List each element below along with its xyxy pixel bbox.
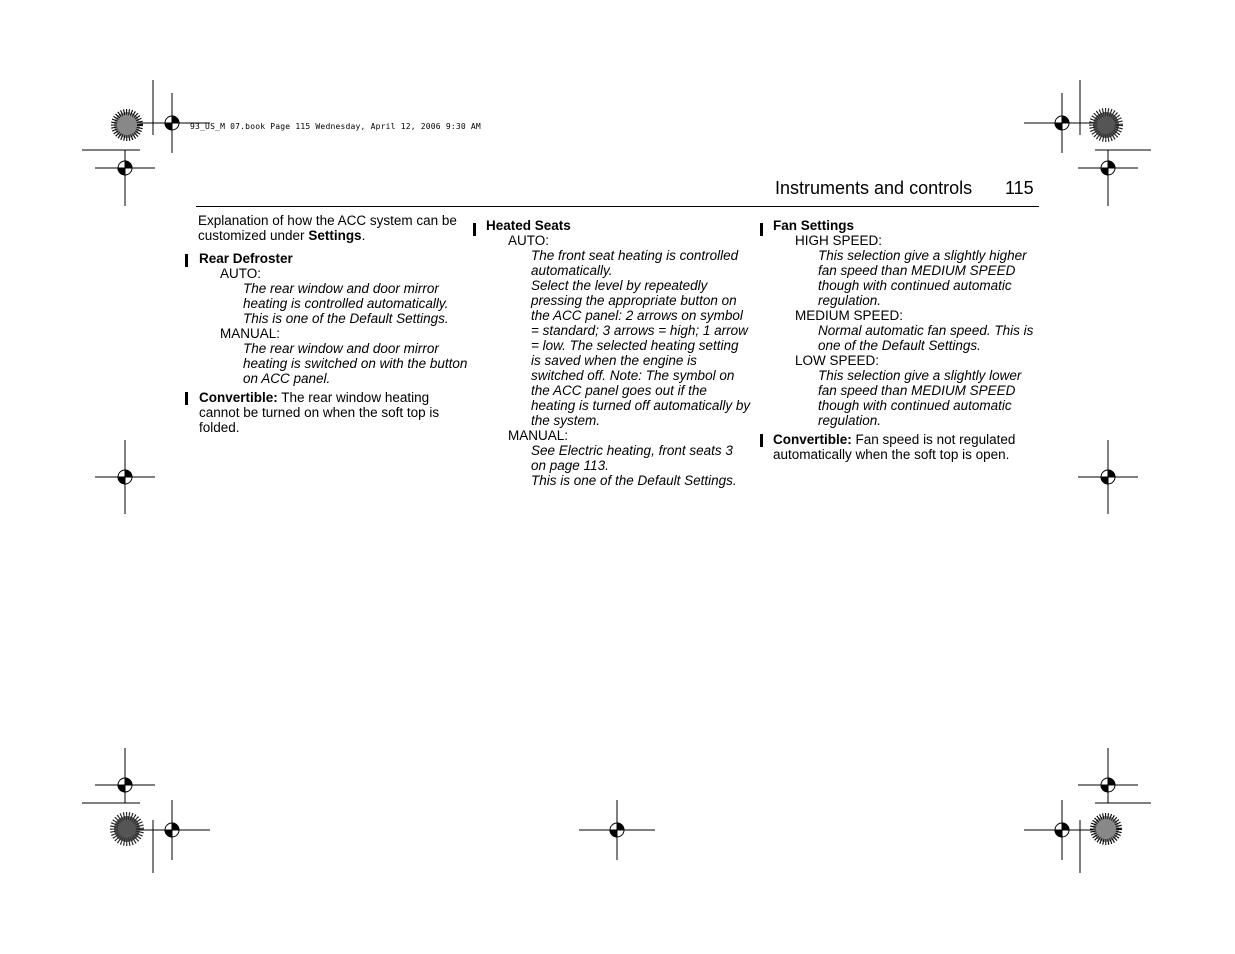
fan-medium-label: MEDIUM SPEED: bbox=[795, 308, 904, 323]
column-2 bbox=[486, 218, 751, 488]
fan-medium-desc: Normal automatic fan speed. This is one of the Default Settings. bbox=[818, 323, 1034, 353]
heated-seats-auto-desc: The front seat heating is controlled automatically. bbox=[531, 248, 739, 278]
page-number: 115 bbox=[1005, 178, 1034, 198]
heated-seats-section bbox=[486, 218, 751, 488]
fan-high-label: HIGH SPEED: bbox=[795, 233, 883, 248]
heated-seats-heading: Heated Seats bbox=[486, 218, 571, 233]
rear-defroster-heading: Rear Defroster bbox=[199, 251, 293, 266]
convertible-note: Convertible: The rear window heating cannot be turned on when the soft top is folded. bbox=[198, 390, 468, 435]
column-3 bbox=[773, 218, 1038, 462]
change-bar bbox=[185, 254, 188, 267]
change-bar bbox=[760, 223, 763, 236]
fan-low-desc: This selection give a slightly lower fan speed than MEDIUM SPEED though with continued automatic regulation. bbox=[818, 368, 1022, 428]
rear-defroster-auto-desc: The rear window and door mirror heating is controlled automatically. This is one of the Default Settings. bbox=[243, 281, 449, 326]
heated-seats-manual-desc: This is one of the Default Settings. bbox=[531, 473, 737, 488]
rear-defroster-manual-label: MANUAL: bbox=[220, 326, 281, 341]
rear-defroster-manual-desc: The rear window and door mirror heating is switched on with the button on ACC panel. bbox=[243, 341, 468, 386]
rear-defroster-section bbox=[198, 251, 468, 386]
fan-low-label: LOW SPEED: bbox=[795, 353, 880, 368]
heated-seats-auto-desc: Select the level by repeatedly pressing the appropriate button on the ACC panel: 2 arrows on symbol = standard; 3 arrows = high; 1 arrow = low. The selected heating setting is saved when the engine is switched off. Note: The symbol on the ACC panel goes out if the heating is turned off automatically by the system. bbox=[531, 278, 751, 428]
fan-high-desc: This selection give a slightly higher fan speed than MEDIUM SPEED though with continued automatic regulation. bbox=[818, 248, 1027, 308]
heated-seats-manual-label: MANUAL: bbox=[508, 428, 569, 443]
heated-seats-manual-desc: See Electric heating, front seats 3 on page 113. bbox=[531, 443, 733, 473]
heated-seats-auto-label: AUTO: bbox=[508, 233, 550, 248]
change-bar bbox=[760, 434, 763, 447]
change-bar bbox=[473, 223, 476, 236]
intro-paragraph: Explanation of how the ACC system can be customized under Settings. bbox=[198, 213, 457, 243]
change-bar bbox=[185, 392, 188, 405]
header-rule bbox=[196, 206, 1039, 207]
fan-settings-heading: Fan Settings bbox=[773, 218, 855, 233]
print-slug: 93_US_M 07.book Page 115 Wednesday, April 12, 2006 9:30 AM bbox=[190, 122, 481, 131]
fan-settings-section bbox=[773, 218, 1038, 428]
convertible-note: Convertible: Fan speed is not regulated automatically when the soft top is open. bbox=[773, 432, 1038, 462]
page-title: Instruments and controls bbox=[775, 178, 973, 198]
rear-defroster-auto-label: AUTO: bbox=[220, 266, 262, 281]
column-1 bbox=[198, 213, 468, 435]
